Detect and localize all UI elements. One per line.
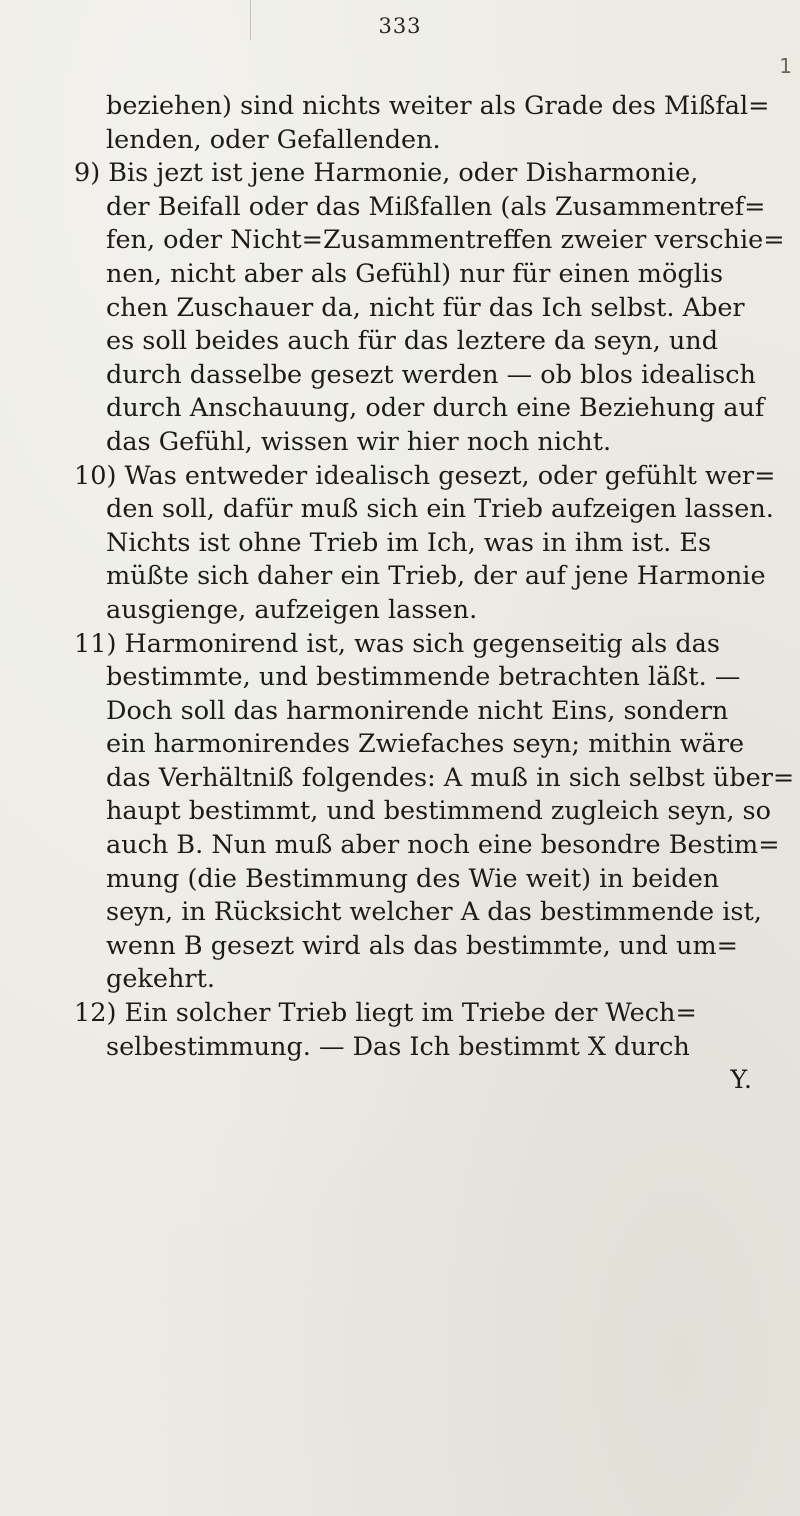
text-line: haupt bestimmt, und bestimmend zugleich seyn, so xyxy=(106,796,771,827)
text-line: nen, nicht aber als Gefühl) nur für einen möglis xyxy=(106,258,724,289)
text-line: das Gefühl, wissen wir hier noch nicht. xyxy=(106,426,612,457)
text-line: seyn, in Rücksicht welcher A das bestimmende ist, xyxy=(106,897,762,928)
text-line: durch dasselbe gesezt werden — ob blos idealisch xyxy=(106,359,756,390)
text-line: der Beifall oder das Mißfallen (als Zusammentref= xyxy=(106,191,766,222)
page-number: 333 xyxy=(378,14,422,38)
text-line: Doch soll das harmonirende nicht Eins, sondern xyxy=(106,695,729,726)
text-line: bestimmte, und bestimmende betrachten läßt. — xyxy=(106,662,741,693)
text-line: 9) Bis jezt ist jene Harmonie, oder Disharmonie, xyxy=(74,158,699,189)
text-line: den soll, dafür muß sich ein Trieb aufzeigen lassen. xyxy=(106,494,774,525)
text-line: ausgienge, aufzeigen lassen. xyxy=(106,594,478,625)
catchword: Y. xyxy=(730,1065,752,1096)
text-line: gekehrt. xyxy=(106,964,215,995)
text-line: fen, oder Nicht=Zusammentreffen zweier verschie= xyxy=(106,225,785,256)
text-line: mung (die Bestimmung des Wie weit) in beiden xyxy=(106,863,720,894)
text-line: müßte sich daher ein Trieb, der auf jene Harmonie xyxy=(106,561,766,592)
text-line: auch B. Nun muß aber noch eine besondre Bestim= xyxy=(106,830,780,861)
text-line: es soll beides auch für das leztere da seyn, und xyxy=(106,326,719,357)
text-line: ein harmonirendes Zwiefaches seyn; mithin wäre xyxy=(106,729,745,760)
text-line: das Verhältniß folgendes: A muß in sich selbst über= xyxy=(106,762,795,793)
text-line: Nichts ist ohne Trieb im Ich, was in ihm ist. Es xyxy=(106,527,712,558)
body-text xyxy=(62,90,795,1098)
text-line: wenn B gesezt wird als das bestimmte, und um= xyxy=(106,930,739,961)
text-line: 11) Harmonirend ist, was sich gegenseitig als das xyxy=(74,628,720,659)
text-line: 10) Was entweder idealisch gesezt, oder gefühlt wer= xyxy=(74,460,776,491)
text-line: durch Anschauung, oder durch eine Beziehung auf xyxy=(106,393,765,424)
text-line: selbestimmung. — Das Ich bestimmt X durch xyxy=(106,1031,690,1062)
text-line: beziehen) sind nichts weiter als Grade des Mißfal= xyxy=(106,91,770,121)
text-line: chen Zuschauer da, nicht für das Ich selbst. Aber xyxy=(106,292,745,323)
text-line: 12) Ein solcher Trieb liegt im Triebe der Wech= xyxy=(74,998,697,1029)
text-line: lenden, oder Gefallenden. xyxy=(106,124,441,155)
margin-mark: 1 xyxy=(779,54,792,78)
